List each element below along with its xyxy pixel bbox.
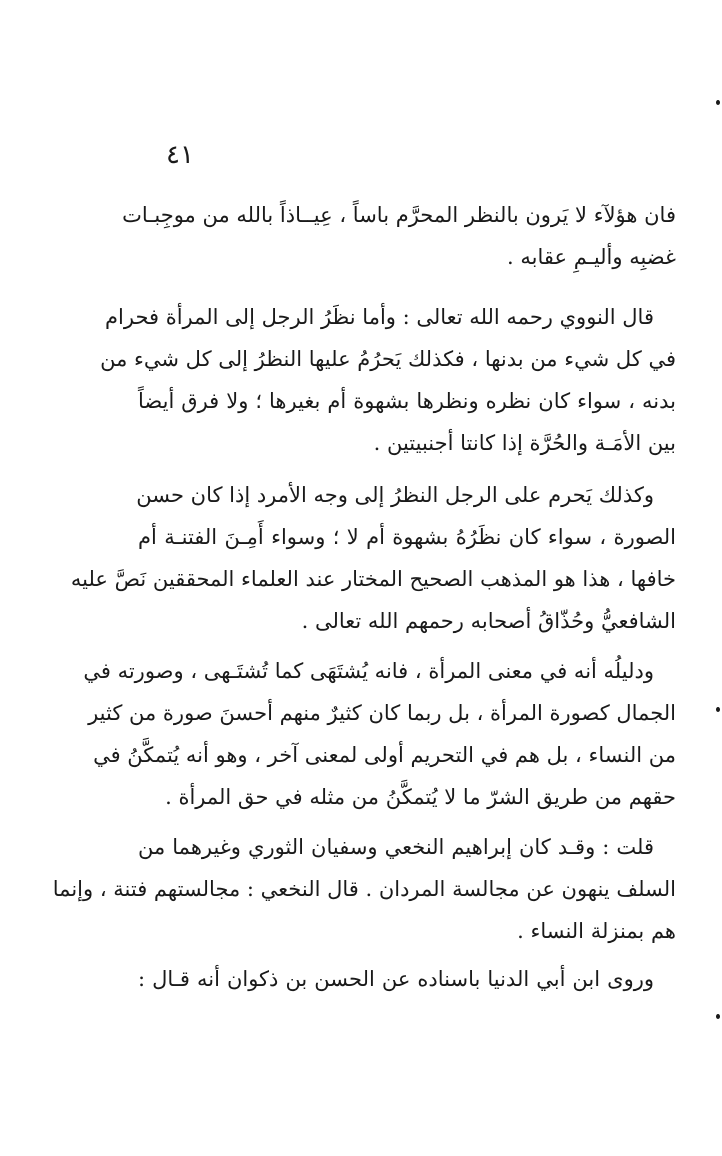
scan-speck: [716, 100, 720, 105]
paragraph-line: قال النووي رحمه الله تعالى : وأما نظَرُ الرجل إلى المرأة فحرام: [105, 305, 654, 329]
paragraph-line: بدنه ، سواء كان نظره ونظرها بشهوة أم بغيرها ؛ ولا فرق أيضاً: [138, 389, 676, 413]
paragraph-line: حقهم من طريق الشرّ ما لا يُتمكَّنُ من مثله في حق المرأة .: [165, 785, 676, 809]
page-number: ٤١: [166, 140, 194, 170]
paragraph-1: [122, 194, 676, 278]
paragraph-line: خافها ، هذا هو المذهب الصحيح المختار عند العلماء المحققين نَصَّ عليه: [70, 567, 676, 591]
paragraph-line: وكذلك يَحرم على الرجل النظرُ إلى وجه الأمرد إذا كان حسن: [136, 483, 654, 507]
paragraph-6: [138, 958, 676, 1000]
paragraph-line: السلف ينهون عن مجالسة المردان . قال النخعي : مجالستهم فتنة ، وإنما: [52, 877, 676, 901]
paragraph-line: فان هؤلآء لا يَرون بالنظر المحرَّم باساً ، عِيــاذاً بالله من موجِبـات: [122, 203, 676, 227]
scan-speck: [716, 707, 720, 712]
paragraph-line: من النساء ، بل هم في التحريم أولى لمعنى آخر ، وهو أنه يُتمكَّنُ في: [93, 743, 676, 767]
paragraph-line: الجمال كصورة المرأة ، بل ربما كان كثيرٌ منهم أحسنَ صورة من كثير: [88, 701, 676, 725]
paragraph-5: [52, 826, 676, 952]
paragraph-line: قلت : وقـد كان إبراهيم النخعي وسفيان الثوري وغيرهما من: [138, 835, 654, 859]
paragraph-line: وروى ابن أبي الدنيا باسناده عن الحسن بن ذكوان أنه قـال :: [138, 967, 654, 991]
paragraph-line: الشافعيُّ وحُذّاقُ أصحابه رحمهم الله تعالى .: [301, 609, 676, 633]
paragraph-line: في كل شيء من بدنها ، فكذلك يَحرُمُ عليها النظرُ إلى كل شيء من: [100, 347, 676, 371]
paragraph-line: الصورة ، سواء كان نظَرُهُ بشهوة أم لا ؛ وسواء أَمِـنَ الفتنـة أم: [138, 525, 676, 549]
paragraph-line: هم بمنزلة النساء .: [517, 919, 676, 943]
paragraph-3: [70, 474, 676, 642]
paragraph-line: ودليلُه أنه في معنى المرأة ، فانه يُشتَهَى كما تُشتَـهى ، وصورته في: [83, 659, 654, 683]
paragraph-line: غضبِه وأليـمِ عقابه .: [507, 245, 676, 269]
paragraph-2: [100, 296, 676, 464]
paragraph-4: [83, 650, 676, 818]
scan-speck: [716, 1014, 720, 1019]
paragraph-line: بين الأمَـة والحُرَّة إذا كانتا أجنبيتين .: [373, 431, 676, 455]
